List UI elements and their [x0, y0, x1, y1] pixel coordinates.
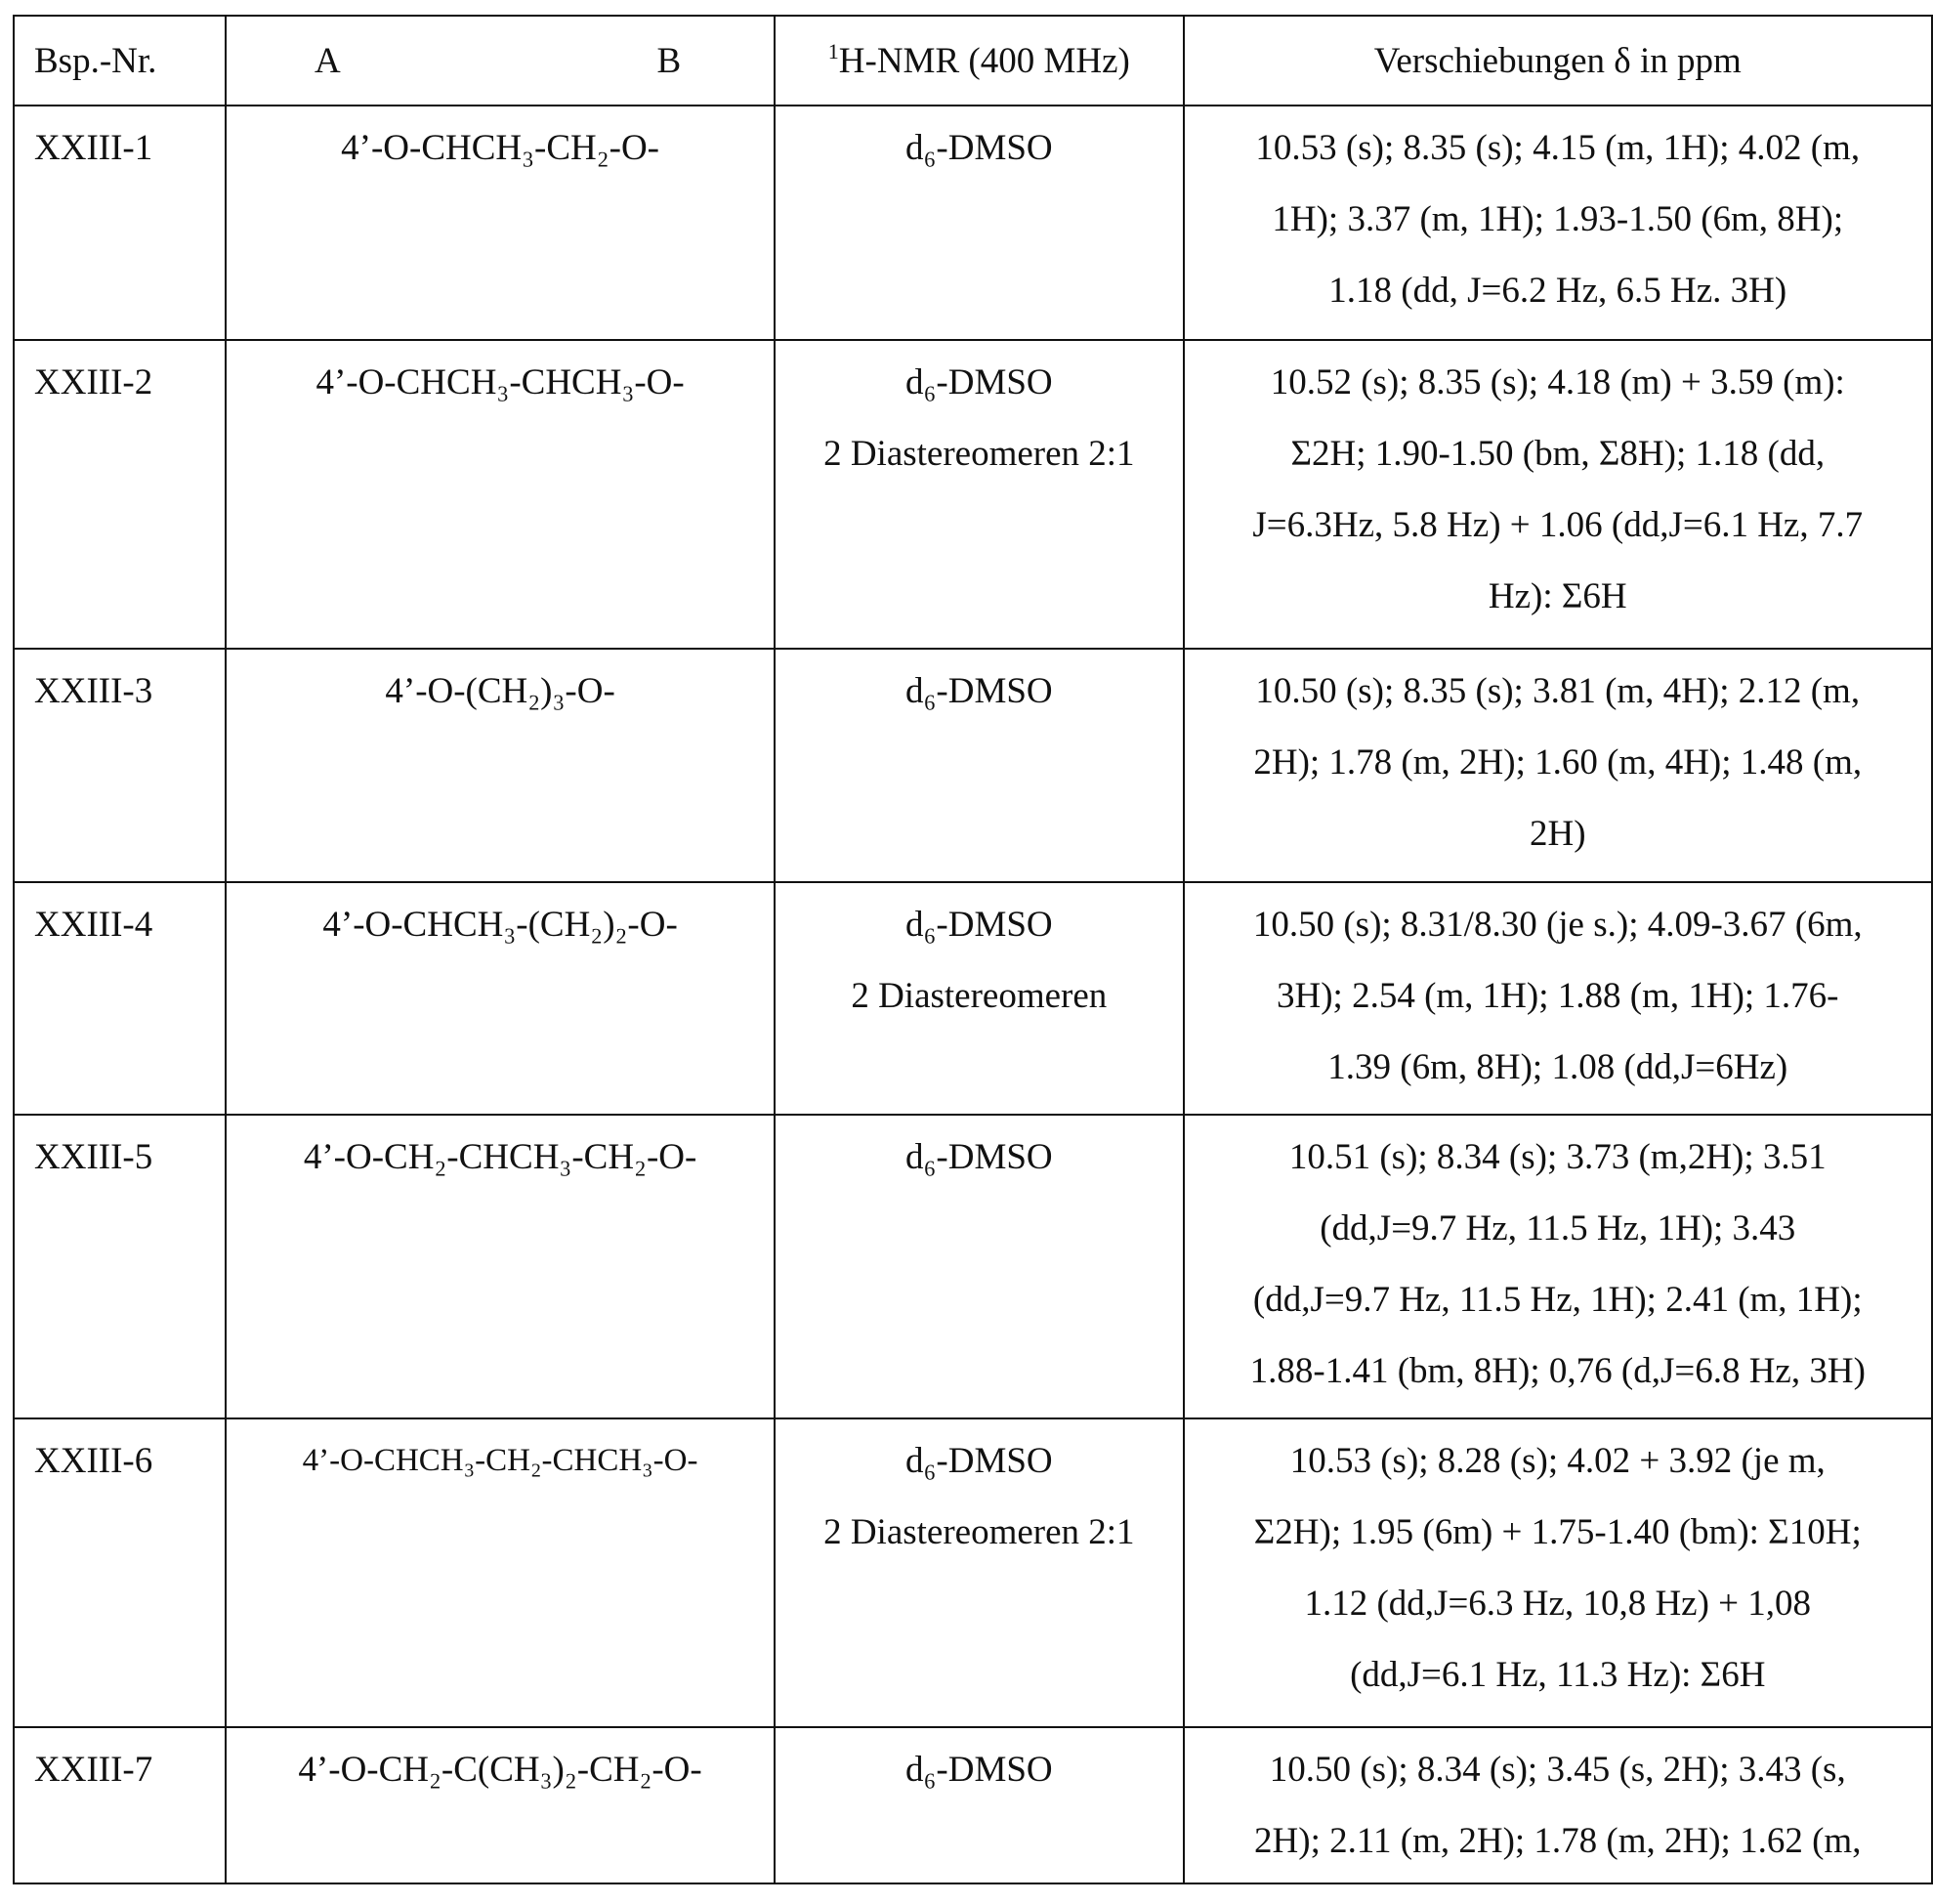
example-number [14, 106, 226, 340]
table-row [14, 340, 1932, 649]
solvent-line: d₆-DMSO [776, 656, 1182, 727]
example-number-line: XXIII-7 [34, 1734, 225, 1805]
chemical-shifts [1184, 106, 1932, 340]
chemical-shifts-line: Σ2H); 1.95 (6m) + 1.75-1.40 (bm): Σ10H; [1185, 1497, 1931, 1568]
solvent [775, 340, 1183, 649]
chemical-shifts [1184, 1418, 1932, 1727]
solvent [775, 649, 1183, 882]
chemical-shifts-line: 2H); 2.11 (m, 2H); 1.78 (m, 2H); 1.62 (m, [1185, 1805, 1931, 1877]
structure-ab-line: 4’-O-CHCH₃-CHCH₃-O- [227, 347, 774, 418]
chemical-shifts-line: 10.52 (s); 8.35 (s); 4.18 (m) + 3.59 (m): [1185, 347, 1931, 418]
header-nmr-label: H-NMR (400 MHz) [839, 41, 1130, 81]
example-number [14, 1115, 226, 1418]
structure-ab [226, 340, 775, 649]
chemical-shifts-line: 10.53 (s); 8.35 (s); 4.15 (m, 1H); 4.02 (m, [1185, 112, 1931, 184]
chemical-shifts-line: (dd,J=6.1 Hz, 11.3 Hz): Σ6H [1185, 1639, 1931, 1711]
chemical-shifts-line: 1.88-1.41 (bm, 8H); 0,76 (d,J=6.8 Hz, 3H) [1185, 1335, 1931, 1407]
chemical-shifts-line: (dd,J=9.7 Hz, 11.5 Hz, 1H); 3.43 [1185, 1193, 1931, 1264]
chemical-shifts-line: 10.53 (s); 8.28 (s); 4.02 + 3.92 (je m, [1185, 1425, 1931, 1497]
structure-ab-line: 4’-O-CH₂-C(CH₃)₂-CH₂-O- [227, 1734, 774, 1805]
structure-ab [226, 882, 775, 1115]
chemical-shifts [1184, 882, 1932, 1115]
chemical-shifts [1184, 649, 1932, 882]
example-number [14, 649, 226, 882]
example-number-line: XXIII-4 [34, 889, 225, 960]
chemical-shifts-line: (dd,J=9.7 Hz, 11.5 Hz, 1H); 2.41 (m, 1H); [1185, 1264, 1931, 1335]
chemical-shifts-line: 10.50 (s); 8.35 (s); 3.81 (m, 4H); 2.12 (m, [1185, 656, 1931, 727]
chemical-shifts-line: 1H); 3.37 (m, 1H); 1.93-1.50 (6m, 8H); [1185, 184, 1931, 255]
chemical-shifts-line: 1.18 (dd, J=6.2 Hz, 6.5 Hz. 3H) [1185, 255, 1931, 326]
header-a: A [315, 40, 341, 82]
chemical-shifts-line: 3H); 2.54 (m, 1H); 1.88 (m, 1H); 1.76- [1185, 960, 1931, 1032]
structure-ab-line: 4’-O-CHCH₃-CH₂-O- [227, 112, 774, 184]
structure-ab [226, 1115, 775, 1418]
solvent-line: d₆-DMSO [776, 1425, 1182, 1497]
header-ab [226, 16, 775, 106]
structure-ab-line: 4’-O-CH₂-CHCH₃-CH₂-O- [227, 1121, 774, 1193]
structure-ab-line: 4’-O-CHCH₃-CH₂-CHCH₃-O- [227, 1425, 774, 1497]
example-number-line: XXIII-1 [34, 112, 225, 184]
example-number [14, 340, 226, 649]
structure-ab-line: 4’-O-(CH₂)₃-O- [227, 656, 774, 727]
table-row [14, 649, 1932, 882]
solvent [775, 106, 1183, 340]
solvent [775, 882, 1183, 1115]
table-row [14, 106, 1932, 340]
chemical-shifts-line: 10.50 (s); 8.31/8.30 (je s.); 4.09-3.67 (6m, [1185, 889, 1931, 960]
header-bsp-nr: Bsp.-Nr. [14, 16, 226, 106]
example-number-line: XXIII-2 [34, 347, 225, 418]
solvent-line: d₆-DMSO [776, 1121, 1182, 1193]
chemical-shifts-line: Σ2H; 1.90-1.50 (bm, Σ8H); 1.18 (dd, [1185, 418, 1931, 489]
example-number [14, 1418, 226, 1727]
example-number-line: XXIII-5 [34, 1121, 225, 1193]
table-header-row [14, 16, 1932, 106]
solvent-line: d₆-DMSO [776, 1734, 1182, 1805]
solvent-line: 2 Diastereomeren [776, 960, 1182, 1032]
solvent-line: 2 Diastereomeren 2:1 [776, 1497, 1182, 1568]
header-shift: Verschiebungen δ in ppm [1184, 16, 1932, 106]
example-number-line: XXIII-6 [34, 1425, 225, 1497]
header-nmr [775, 16, 1183, 106]
chemical-shifts-line: 1.39 (6m, 8H); 1.08 (dd,J=6Hz) [1185, 1032, 1931, 1103]
structure-ab [226, 1727, 775, 1883]
solvent-line: 2 Diastereomeren 2:1 [776, 418, 1182, 489]
example-number-line: XXIII-3 [34, 656, 225, 727]
example-number [14, 1727, 226, 1883]
chemical-shifts-line: Hz): Σ6H [1185, 561, 1931, 632]
solvent-line: d₆-DMSO [776, 112, 1182, 184]
structure-ab-line: 4’-O-CHCH₃-(CH₂)₂-O- [227, 889, 774, 960]
structure-ab [226, 106, 775, 340]
structure-ab [226, 1418, 775, 1727]
solvent [775, 1727, 1183, 1883]
table-row [14, 882, 1932, 1115]
chemical-shifts [1184, 1727, 1932, 1883]
solvent [775, 1418, 1183, 1727]
chemical-shifts-line: J=6.3Hz, 5.8 Hz) + 1.06 (dd,J=6.1 Hz, 7.7 [1185, 489, 1931, 561]
table-row [14, 1418, 1932, 1727]
table-row [14, 1727, 1932, 1883]
chemical-shifts-line: 10.51 (s); 8.34 (s); 3.73 (m,2H); 3.51 [1185, 1121, 1931, 1193]
table-row [14, 1115, 1932, 1418]
solvent [775, 1115, 1183, 1418]
nmr-data-table [13, 15, 1933, 1884]
example-number [14, 882, 226, 1115]
structure-ab [226, 649, 775, 882]
header-nmr-sup: 1 [828, 39, 839, 63]
chemical-shifts-line: 2H); 1.78 (m, 2H); 1.60 (m, 4H); 1.48 (m, [1185, 727, 1931, 798]
chemical-shifts-line: 10.50 (s); 8.34 (s); 3.45 (s, 2H); 3.43 (s, [1185, 1734, 1931, 1805]
chemical-shifts-line: 2H) [1185, 798, 1931, 869]
chemical-shifts-line: 1.12 (dd,J=6.3 Hz, 10,8 Hz) + 1,08 [1185, 1568, 1931, 1639]
solvent-line: d₆-DMSO [776, 889, 1182, 960]
chemical-shifts [1184, 1115, 1932, 1418]
header-b: B [656, 40, 681, 82]
chemical-shifts [1184, 340, 1932, 649]
solvent-line: d₆-DMSO [776, 347, 1182, 418]
